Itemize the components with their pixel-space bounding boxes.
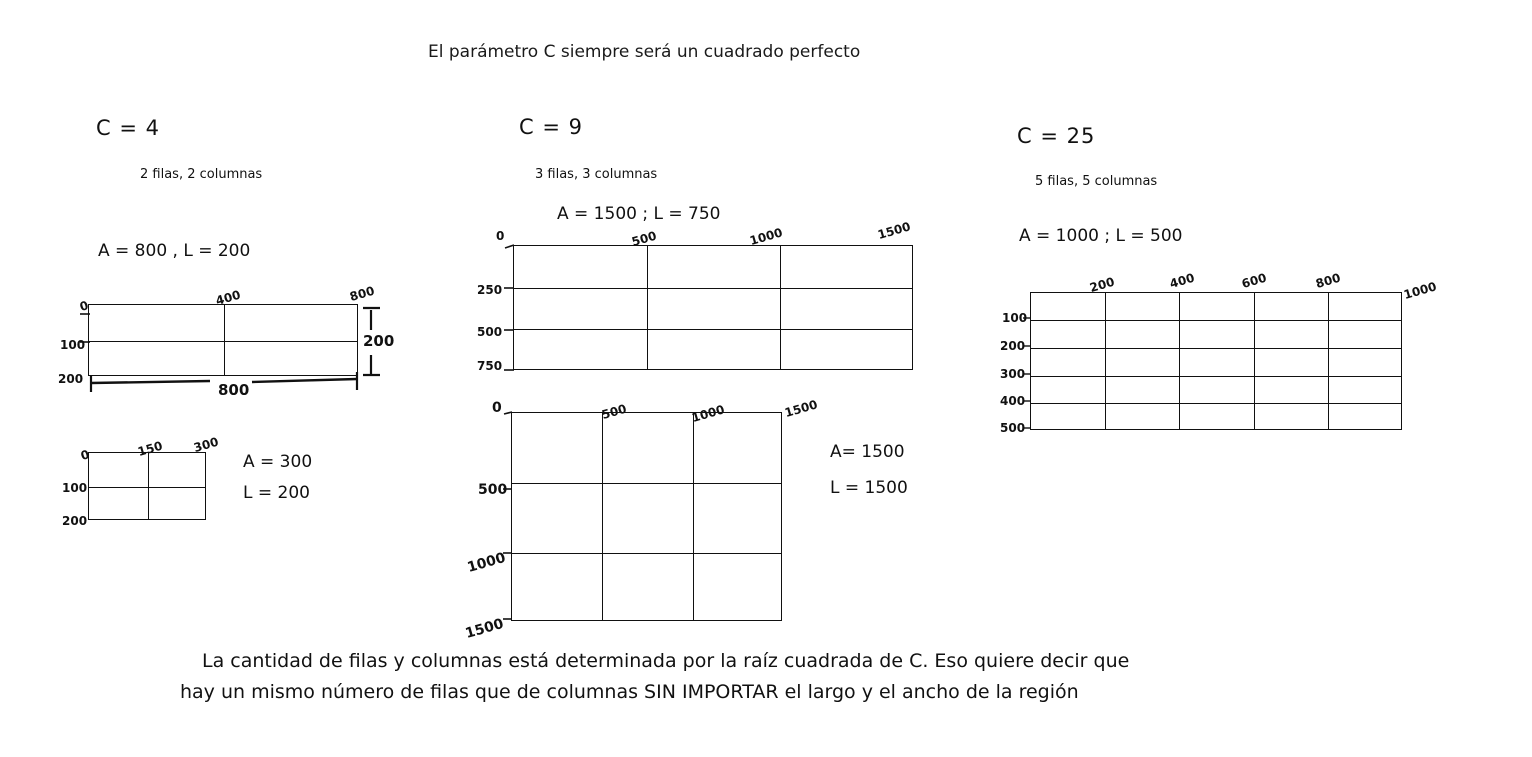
dims-a-label-c9-ex2: A= 1500: [830, 442, 905, 462]
grid-c9-example2: [511, 412, 782, 621]
xtick-2: 400: [1168, 270, 1197, 291]
ytick-2: 200: [58, 372, 84, 386]
ytick-3: 750: [477, 359, 503, 373]
ytick-3: 1500: [463, 615, 506, 642]
xtick-1: 200: [1088, 274, 1117, 295]
grid-vline: [1328, 293, 1329, 429]
xtick-3: 1500: [783, 397, 820, 420]
grid-vline: [647, 246, 648, 369]
section-subheading-c4: 2 filas, 2 columnas: [140, 167, 263, 182]
grid-vline: [693, 413, 694, 620]
grid-vline: [780, 246, 781, 369]
grid-hline: [1031, 348, 1401, 349]
ytick-2: 1000: [465, 549, 508, 576]
dims-l-label-c4-ex2: L = 200: [243, 483, 310, 503]
section-heading-c9: C = 9: [519, 115, 583, 139]
xtick-1: 500: [630, 228, 659, 249]
xtick-4: 800: [1314, 270, 1343, 291]
xtick-5: 1000: [1402, 279, 1439, 302]
grid-vline: [1105, 293, 1106, 429]
xtick-1: 400: [214, 287, 243, 308]
grid-c4-example1: [88, 304, 358, 376]
grid-c9-example1: [513, 245, 913, 370]
grid-hline: [514, 288, 912, 289]
grid-hline: [89, 487, 205, 488]
xtick-0: 0: [496, 229, 505, 243]
xtick-1: 500: [600, 401, 629, 422]
ytick-1: 500: [478, 482, 508, 498]
ytick-5: 500: [1000, 421, 1026, 435]
grid-vline: [224, 305, 225, 375]
xtick-2: 300: [192, 434, 221, 455]
dims-label-c9-ex1: A = 1500 ; L = 750: [557, 204, 721, 224]
grid-vline: [1254, 293, 1255, 429]
grid-hline: [1031, 403, 1401, 404]
xtick-2: 800: [348, 283, 377, 304]
grid-c25-example1: [1030, 292, 1402, 430]
dims-l-label-c9-ex2: L = 1500: [830, 478, 908, 498]
grid-hline: [89, 341, 357, 342]
dims-a-label-c4-ex2: A = 300: [243, 452, 313, 472]
page-title: El parámetro C siempre será un cuadrado perfecto: [428, 42, 861, 62]
width-measure-label: 800: [218, 381, 250, 399]
xtick-0: 0: [78, 298, 91, 314]
xtick-3: 600: [1240, 270, 1269, 291]
grid-hline: [1031, 320, 1401, 321]
footer-line-1: La cantidad de filas y columnas está determinada por la raíz cuadrada de C. Eso quiere decir que: [202, 650, 1130, 672]
section-heading-c25: C = 25: [1017, 124, 1096, 148]
ytick-1: 250: [477, 283, 503, 297]
ytick-1: 100: [60, 338, 86, 352]
grid-vline: [1179, 293, 1180, 429]
ytick-1: 100: [1002, 311, 1028, 325]
section-subheading-c9: 3 filas, 3 columnas: [535, 167, 658, 182]
ytick-2: 500: [477, 325, 503, 339]
dims-label-c25: A = 1000 ; L = 500: [1019, 226, 1183, 246]
ytick-4: 400: [1000, 394, 1026, 408]
section-heading-c4: C = 4: [96, 116, 160, 140]
xtick-2: 1000: [748, 225, 785, 248]
section-subheading-c25: 5 filas, 5 columnas: [1035, 174, 1158, 189]
ytick-1: 100: [62, 481, 88, 495]
grid-hline: [1031, 376, 1401, 377]
grid-hline: [512, 553, 781, 554]
ytick-3: 300: [1000, 367, 1026, 381]
grid-vline: [602, 413, 603, 620]
ytick-2: 200: [1000, 339, 1026, 353]
ytick-2: 200: [62, 514, 88, 528]
grid-vline: [148, 453, 149, 519]
grid-hline: [514, 329, 912, 330]
grid-c4-example2: [88, 452, 206, 520]
xtick-3: 1500: [876, 219, 913, 242]
grid-hline: [512, 483, 781, 484]
dims-label-c4-ex1: A = 800 , L = 200: [98, 241, 251, 261]
height-measure-label: 200: [363, 332, 395, 350]
xtick-2: 1000: [690, 402, 727, 425]
xtick-0: 0: [492, 400, 502, 416]
xtick-0: 0: [79, 447, 92, 463]
footer-line-2: hay un mismo número de filas que de columnas SIN IMPORTAR el largo y el ancho de la región: [180, 681, 1079, 703]
xtick-1: 150: [136, 438, 165, 459]
